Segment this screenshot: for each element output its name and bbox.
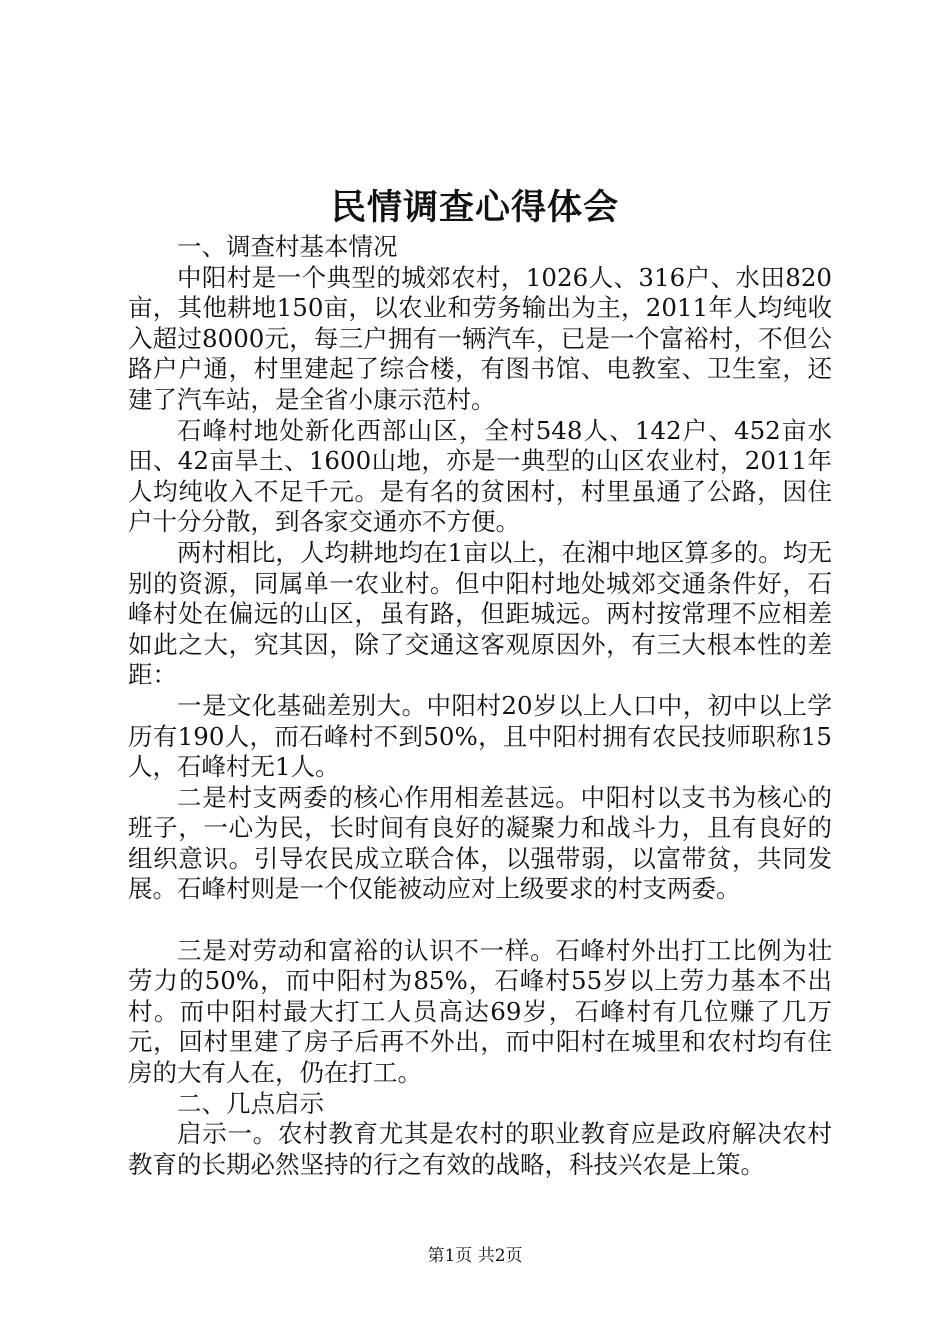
document-body <box>128 232 832 1180</box>
paragraph-gap-leadership: 二是村支两委的核心作用相差甚远。中阳村以支书为核心的班子，一心为民，长时间有良好的凝聚力和战斗力，且有良好的组织意识。引导农民成立联合体，以强带弱，以富带贫，共同发展。石峰村则是一个仅能被动应对上级要求的村支两委。 <box>128 782 832 904</box>
paragraph-gap-labor: 三是对劳动和富裕的认识不一样。石峰村外出打工比例为壮劳力的50%，而中阳村为85%，石峰村55岁以上劳力基本不出村。而中阳村最大打工人员高达69岁，石峰村有几位赚了几万元，回村里建了房子后再不外出，而中阳村在城里和农村均有住房的大有人在，仍在打工。 <box>128 935 832 1088</box>
section-heading-insights: 二、几点启示 <box>177 1088 324 1118</box>
paragraph-insight-one: 启示一。农村教育尤其是农村的职业教育应是政府解决农村教育的长期必然坚持的行之有效的战略，科技兴农是上策。 <box>128 1119 832 1179</box>
blank-line <box>128 905 832 936</box>
section-heading-basic-info: 一、调查村基本情况 <box>177 232 398 261</box>
page-footer: 第1页 共2页 <box>427 1246 523 1266</box>
paragraph-zhongyang-village: 中阳村是一个典型的城郊农村，1026人、316户、水田820亩，其他耕地150亩，以农业和劳务输出为主，2011年人均纯收入超过8000元，每三户拥有一辆汽车，已是一个富裕村，不但公路户户通，村里建起了综合楼，有图书馆、电教室、卫生室，还建了汽车站，是全省小康示范村。 <box>128 262 832 414</box>
paragraph-gap-culture: 一是文化基础差别大。中阳村20岁以上人口中，初中以上学历有190人，而石峰村不到50%，且中阳村拥有农民技师职称15人，石峰村无1人。 <box>128 690 832 782</box>
document-title: 民情调查心得体会 <box>330 187 619 228</box>
paragraph-comparison: 两村相比，人均耕地均在1亩以上，在湘中地区算多的。均无别的资源，同属单一农业村。但中阳村地处城郊交通条件好，石峰村处在偏远的山区，虽有路，但距城远。两村按常理不应相差如此之大，究其因，除了交通这客观原因外，有三大根本性的差距： <box>128 537 832 690</box>
paragraph-shifeng-village: 石峰村地处新化西部山区，全村548人、142户、452亩水田、42亩旱土、1600山地，亦是一典型的山区农业村，2011年人均纯收入不足千元。是有名的贫困村，村里虽通了公路，因住户十分分散，到各家交通亦不方便。 <box>128 415 832 537</box>
